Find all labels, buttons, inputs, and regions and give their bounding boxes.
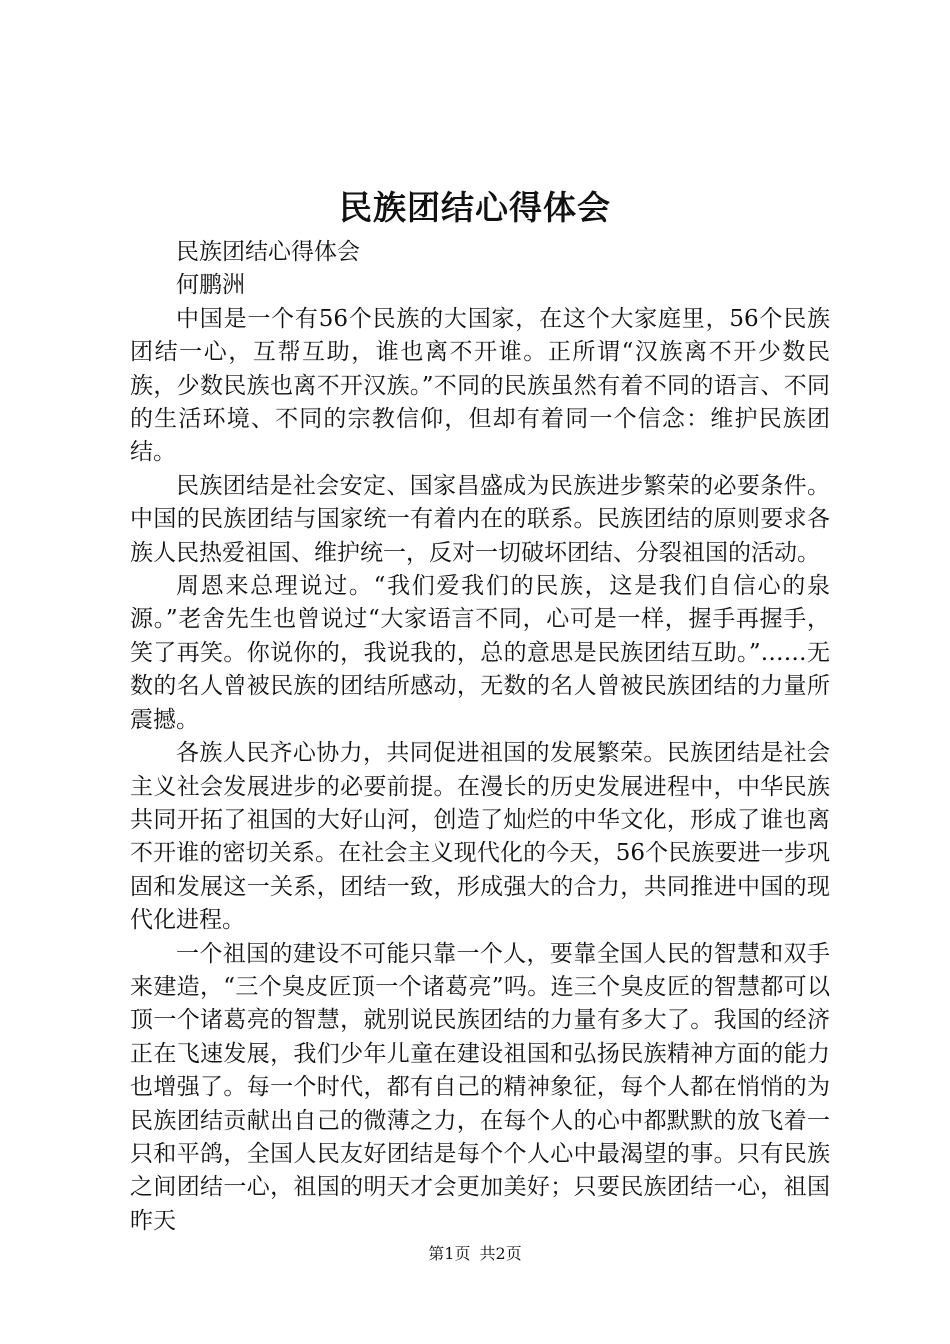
document-body <box>130 236 830 1238</box>
page-number: 第1页 <box>428 1244 471 1263</box>
page-footer <box>0 1242 950 1266</box>
body-paragraph: 中国是一个有56个民族的大国家，在这个大家庭里，56个民族团结一心，互帮互助，谁也离不开谁。正所谓“汉族离不开少数民族，少数民族也离不开汉族。”不同的民族虽然有着不同的语言、不同的生活环境、不同的宗教信仰，但却有着同一个信念：维护民族团结。 <box>130 305 830 466</box>
body-paragraph: 民族团结是社会安定、国家昌盛成为民族进步繁荣的必要条件。中国的民族团结与国家统一有着内在的联系。民族团结的原则要求各族人民热爱祖国、维护统一，反对一切破坏团结、分裂祖国的活动。 <box>130 472 830 566</box>
subtitle-line: 民族团结心得体会 <box>176 239 360 265</box>
body-paragraph: 各族人民齐心协力，共同促进祖国的发展繁荣。民族团结是社会主义社会发展进步的必要前提。在漫长的历史发展进程中，中华民族共同开拓了祖国的大好山河，创造了灿烂的中华文化，形成了谁也离不开谁的密切关系。在社会主义现代化的今天，56个民族要进一步巩固和发展这一关系，团结一致，形成强大的合力，共同推进中国的现代化进程。 <box>130 740 830 934</box>
document-title: 民族团结心得体会 <box>339 188 611 227</box>
page-total: 共2页 <box>479 1244 522 1263</box>
body-paragraph: 一个祖国的建设不可能只靠一个人，要靠全国人民的智慧和双手来建造，“三个臭皮匠顶一个诸葛亮”吗。连三个臭皮匠的智慧都可以顶一个诸葛亮的智慧，就别说民族团结的力量有多大了。我国的经济正在飞速发展，我们少年儿童在建设祖国和弘扬民族精神方面的能力也增强了。每一个时代，都有自己的精神象征，每个人都在悄悄的为民族团结贡献出自己的微薄之力，在每个人的心中都默默的放飞着一只和平鸽，全国人民友好团结是每个个人心中最渴望的事。只有民族之间团结一心，祖国的明天才会更加美好；只要民族团结一心，祖国昨天 <box>130 940 830 1234</box>
author-line: 何鹏洲 <box>176 272 245 299</box>
body-paragraph: 周恩来总理说过。“我们爱我们的民族，这是我们自信心的泉源。”老舍先生也曾说过“大家语言不同，心可是一样，握手再握手，笑了再笑。你说你的，我说我的，总的意思是民族团结互助。”……无数的名人曾被民族的团结所感动，无数的名人曾被民族团结的力量所震撼。 <box>130 573 830 733</box>
